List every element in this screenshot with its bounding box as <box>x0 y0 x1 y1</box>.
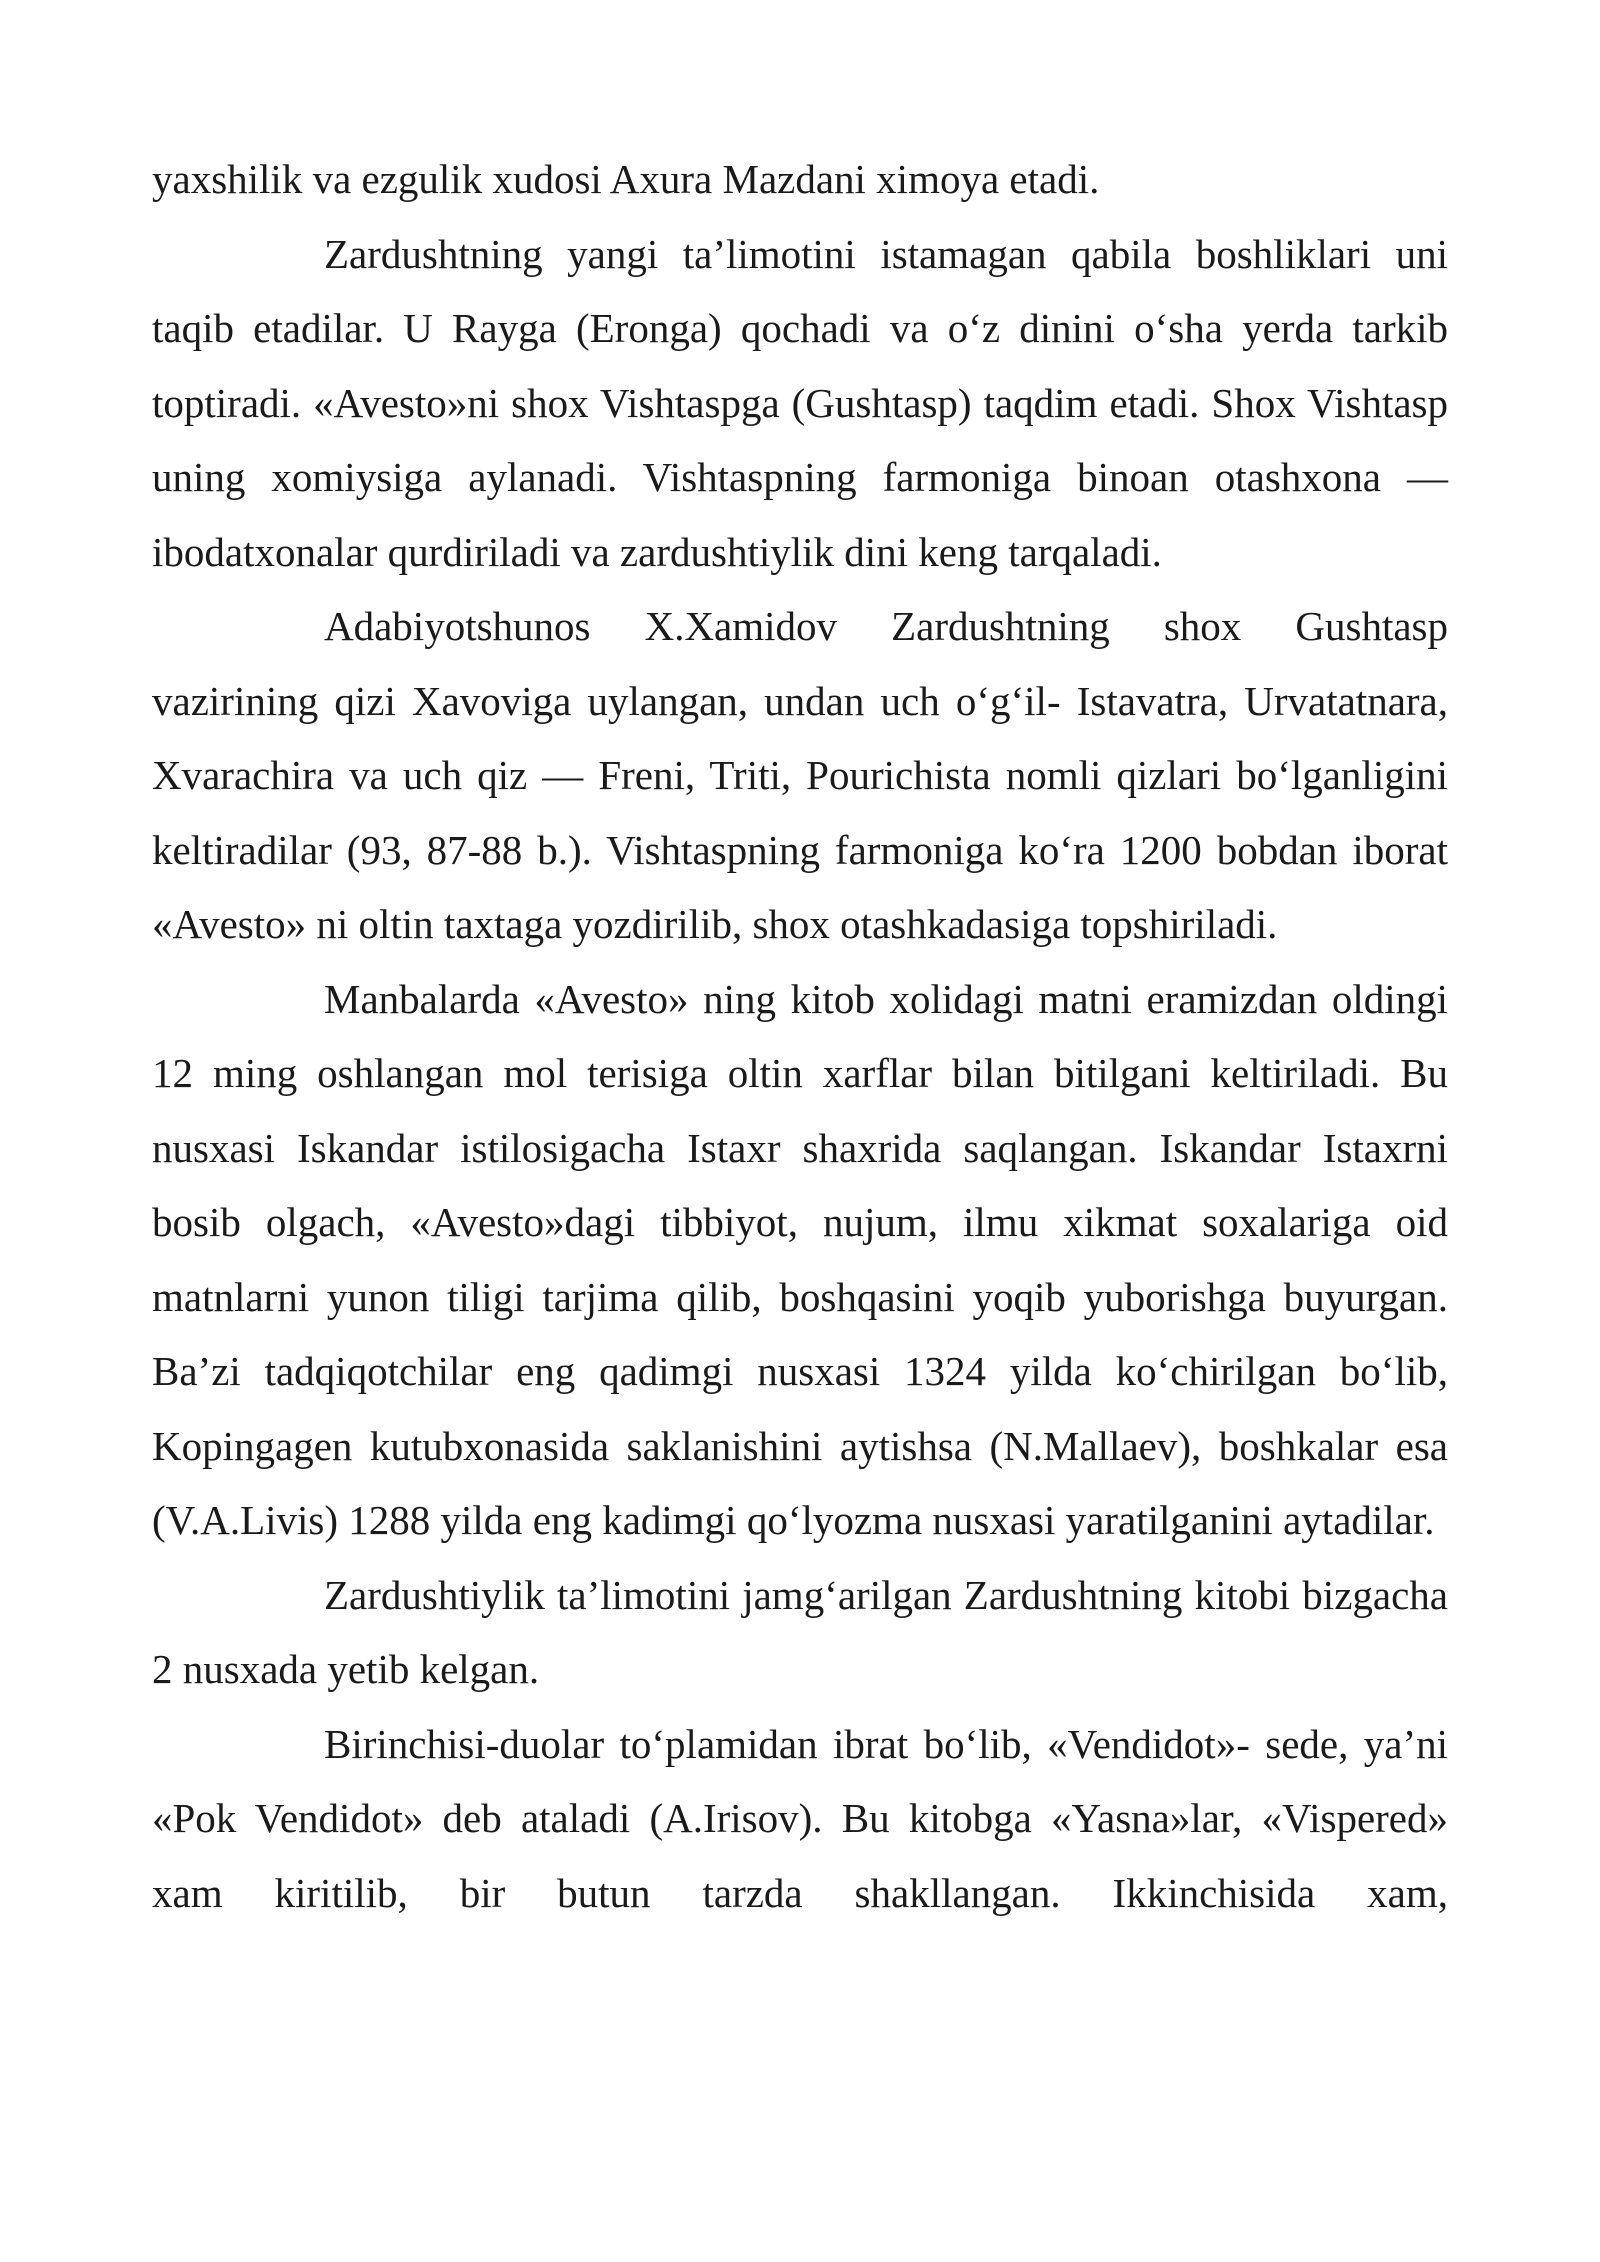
paragraph-4: Manbalarda «Avesto» ning kitob xolidagi matni eramizdan oldingi 12 ming oshlangan mol terisiga oltin xarflar bilan bitilgani keltiriladi. Bu nusxasi Iskandar istilosigacha Istaxr shaxrida saqlangan. Iskandar Istaxrni bosib olgach, «Avesto»dagi tibbiyot, nujum, ilmu xikmat soxalariga oid matnlarni yunon tiligi tarjima qilib, boshqasini yoqib yuborishga buyurgan. Ba’zi tadqiqotchilar eng qadimgi nusxasi 1324 yilda ko‘chirilgan bo‘lib, Kopingagen kutubxonasida saklanishini aytishsa (N.Mallaev), boshkalar esa (V.A.Livis) 1288 yilda eng kadimgi qo‘lyozma nusxasi yaratilganini aytadilar. <box>152 975 1448 1543</box>
paragraph-3: Adabiyotshunos X.Xamidov Zardushtning shox Gushtasp vazirining qizi Xavoviga uylangan, undan uch o‘g‘il- Istavatra, Urvatatnara, Xvarachira va uch qiz — Freni, Triti, Pourichista nomli qizlari bo‘lganligini keltiradilar (93, 87-88 b.). Vishtaspning farmoniga ko‘ra 1200 bobdan iborat «Avesto» ni oltin taxtaga yozdirilib, shox otashkadasiga topshiriladi. <box>152 603 1448 947</box>
document-page <box>152 142 1448 1930</box>
paragraph-5: Zardushtiylik ta’limotini jamg‘arilgan Zardushtning kitobi bizgacha 2 nusxada yetib kelgan. <box>152 1571 1448 1692</box>
paragraph-2: Zardushtning yangi ta’limotini istamagan qabila boshliklari uni taqib etadilar. U Rayga (Eronga) qochadi va o‘z dinini o‘sha yerda tarkib toptiradi. «Avesto»ni shox Vishtaspga (Gushtasp) taqdim etadi. Shox Vishtasp uning xomiysiga aylanadi. Vishtaspning farmoniga binoan otashxona — ibodatxonalar qurdiriladi va zardushtiylik dini keng tarqaladi. <box>152 230 1448 575</box>
paragraph-1: yaxshilik va ezgulik xudosi Axura Mazdani ximoya etadi. <box>152 156 1100 202</box>
paragraph-6: Birinchisi-duolar to‘plamidan ibrat bo‘lib, «Vendidot»- sede, ya’ni «Pok Vendidot» deb ataladi (A.Irisov). Bu kitobga «Yasna»lar, «Vispered» xam kiritilib, bir butun tarzda shakllangan. Ikkinchisida xam, <box>152 1720 1448 1916</box>
